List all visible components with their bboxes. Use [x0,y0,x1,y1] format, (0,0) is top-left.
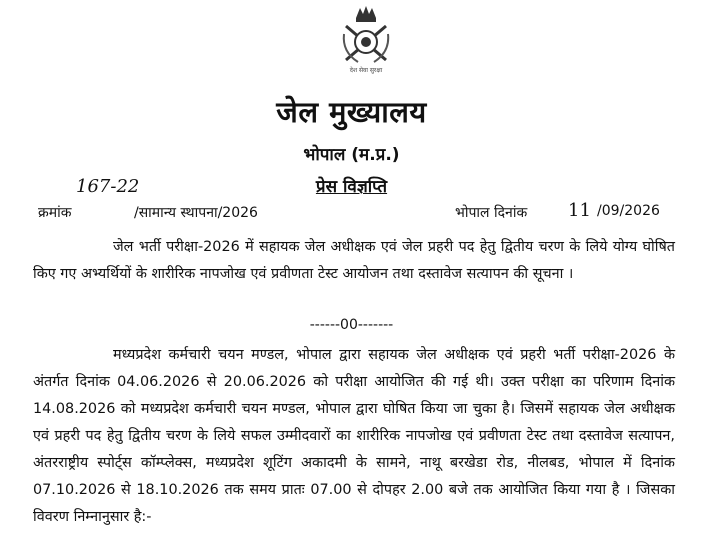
page-subtitle: भोपाल (म.प्र.) [303,145,400,165]
emblem-icon [336,4,396,66]
handwritten-day: 11 [568,200,591,221]
date-label: भोपाल दिनांक [455,205,528,221]
subject-paragraph: जेल भर्ती परीक्षा-2026 में सहायक जेल अधीक्षक एवं जेल प्रहरी पद हेतु द्वितीय चरण के लिये योग्य घोषित किए गए अभ्यर्थियों के शारीरिक नापजोख एवं प्रवीणता टेस्ट आयोजन तथा दस्तावेज सत्यापन की सूचना । [33,239,675,282]
section-divider: ------00------- [309,317,394,333]
date-value: /09/2026 [597,203,660,219]
kramank-label: क्रमांक [38,205,72,221]
police-emblem [336,4,396,84]
department-reference: /सामान्य स्थापना/2026 [134,205,258,221]
page-title: जेल मुख्यालय [276,95,427,129]
emblem-motto: देश सेवा सुरक्षा [349,67,383,74]
body-paragraph: मध्यप्रदेश कर्मचारी चयन मण्डल, भोपाल द्वारा सहायक जेल अधीक्षक एवं प्रहरी भर्ती परीक्षा-2026 के अंतर्गत दिनांक 04.06.2026 से 20.06.2026 को परीक्षा आयोजित की गई थी। उक्त परीक्षा का परिणाम दिनांक 14.08.2026 को मध्यप्रदेश कर्मचारी चयन मण्डल, भोपाल द्वारा घोषित किया जा चुका है। जिसमें सहायक जेल अधीक्षक एवं प्रहरी पद हेतु द्वितीय चरण के लिये सफल उम्मीदवारों का शारीरिक नापजोख एवं प्रवीणता टेस्ट तथा दस्तावेज सत्यापन, अंतरराष्ट्रीय स्पोर्ट्स कॉम्प्लेक्स, मध्यप्रदेश शूटिंग अकादमी के सामने, नाथू बरखेडा रोड, नीलबड, भोपाल में दिनांक 07.10.2026 से 18.10.2026 तक समय प्रातः 07.00 से दोपहर 2.00 बजे तक आयोजित किया गया है । जिसका विवरण निम्नानुसार है:- [33,347,675,525]
press-release-heading: प्रेस विज्ञप्ति [315,177,388,197]
handwritten-number: 167-22 [76,176,140,197]
